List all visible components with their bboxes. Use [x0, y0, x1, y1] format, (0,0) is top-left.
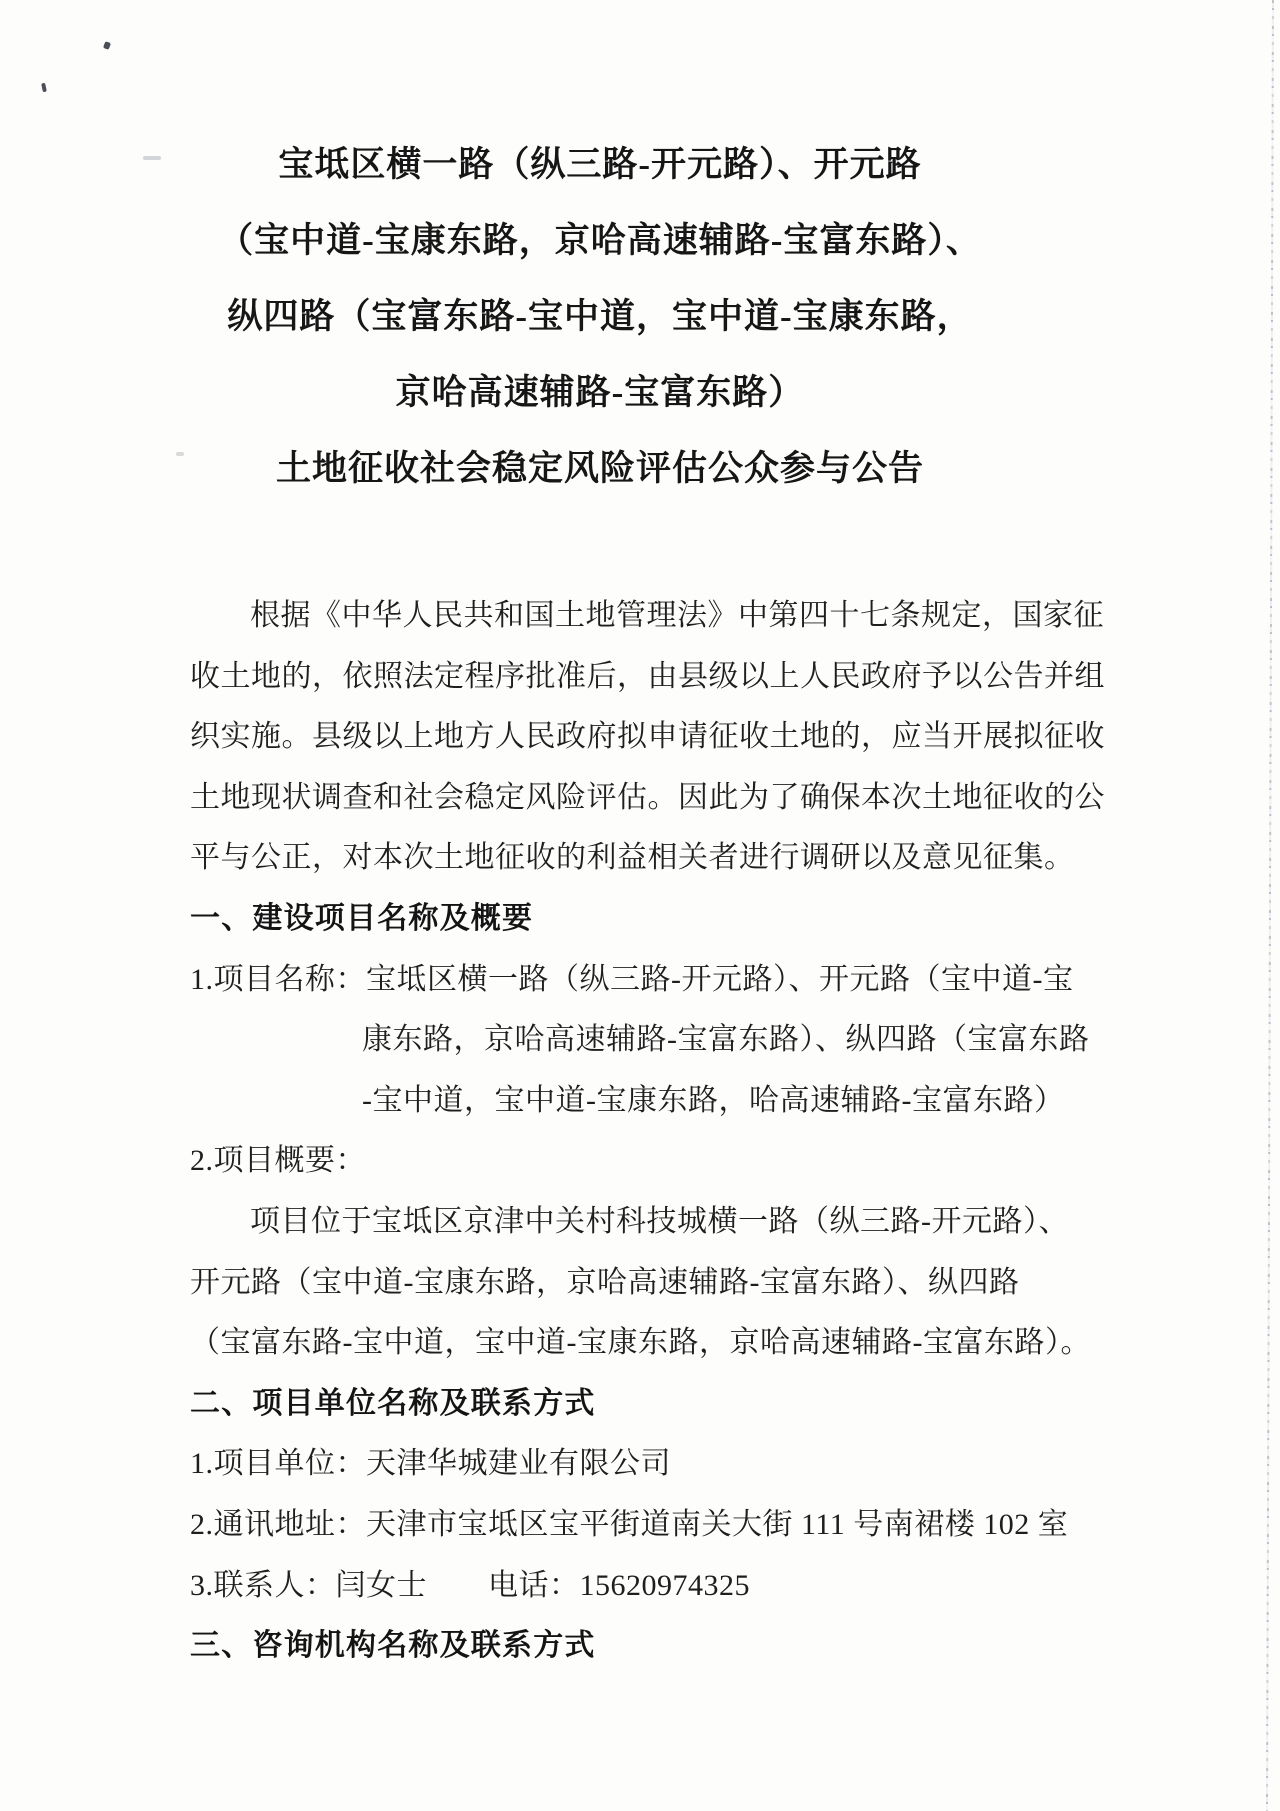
- title-line: 宝坻区横一路（纵三路-开元路）、开元路: [278, 145, 922, 184]
- document-title: [120, 127, 1080, 507]
- body-line: 项目位于宝坻区京津中关村科技城横一路（纵三路-开元路）、: [250, 1204, 1069, 1238]
- body-line: 1.项目名称：宝坻区横一路（纵三路-开元路）、开元路（宝中道-宝: [190, 962, 1074, 996]
- body-line: 收土地的，依照法定程序批准后，由县级以上人民政府予以公告并组: [190, 659, 1105, 693]
- title-line: （宝中道-宝康东路，京哈高速辅路-宝富东路）、: [218, 221, 982, 260]
- body-line: 根据《中华人民共和国土地管理法》中第四十七条规定，国家征: [250, 599, 1104, 632]
- body-line: 2.通讯地址：天津市宝坻区宝平街道南关大街 111 号南裙楼 102 室: [190, 1507, 1069, 1541]
- body-line: 织实施。县级以上地方人民政府拟申请征收土地的，应当开展拟征收: [190, 720, 1105, 754]
- body-line: （宝富东路-宝中道，宝中道-宝康东路，京哈高速辅路-宝富东路）。: [190, 1326, 1091, 1360]
- body-line: 3.联系人：闫女士 电话：15620974325: [190, 1568, 750, 1602]
- body-line: 2.项目概要：: [190, 1144, 366, 1178]
- title-line: 京哈高速辅路-宝富东路）: [395, 373, 805, 412]
- body-line: 1.项目单位：天津华城建业有限公司: [190, 1447, 671, 1481]
- section-heading: 一、建设项目名称及概要: [190, 901, 534, 935]
- document-body: [190, 586, 1125, 1677]
- body-line: -宝中道，宝中道-宝康东路，哈高速辅路-宝富东路）: [362, 1083, 1065, 1117]
- scan-speck: [41, 83, 47, 93]
- body-line: 开元路（宝中道-宝康东路，京哈高速辅路-宝富东路）、纵四路: [190, 1265, 1020, 1299]
- body-line: 平与公正，对本次土地征收的利益相关者进行调研以及意见征集。: [190, 841, 1075, 875]
- scan-speck: [103, 41, 111, 50]
- body-line: 康东路，京哈高速辅路-宝富东路）、纵四路（宝富东路: [362, 1023, 1090, 1057]
- title-line: 纵四路（宝富东路-宝中道，宝中道-宝康东路，: [227, 297, 973, 336]
- title-line: 土地征收社会稳定风险评估公众参与公告: [275, 449, 924, 488]
- section-heading: 三、咨询机构名称及联系方式: [190, 1629, 596, 1663]
- body-line: 土地现状调查和社会稳定风险评估。因此为了确保本次土地征收的公: [190, 780, 1105, 814]
- scanner-streak: [1266, 0, 1274, 1811]
- section-heading: 二、项目单位名称及联系方式: [190, 1386, 596, 1420]
